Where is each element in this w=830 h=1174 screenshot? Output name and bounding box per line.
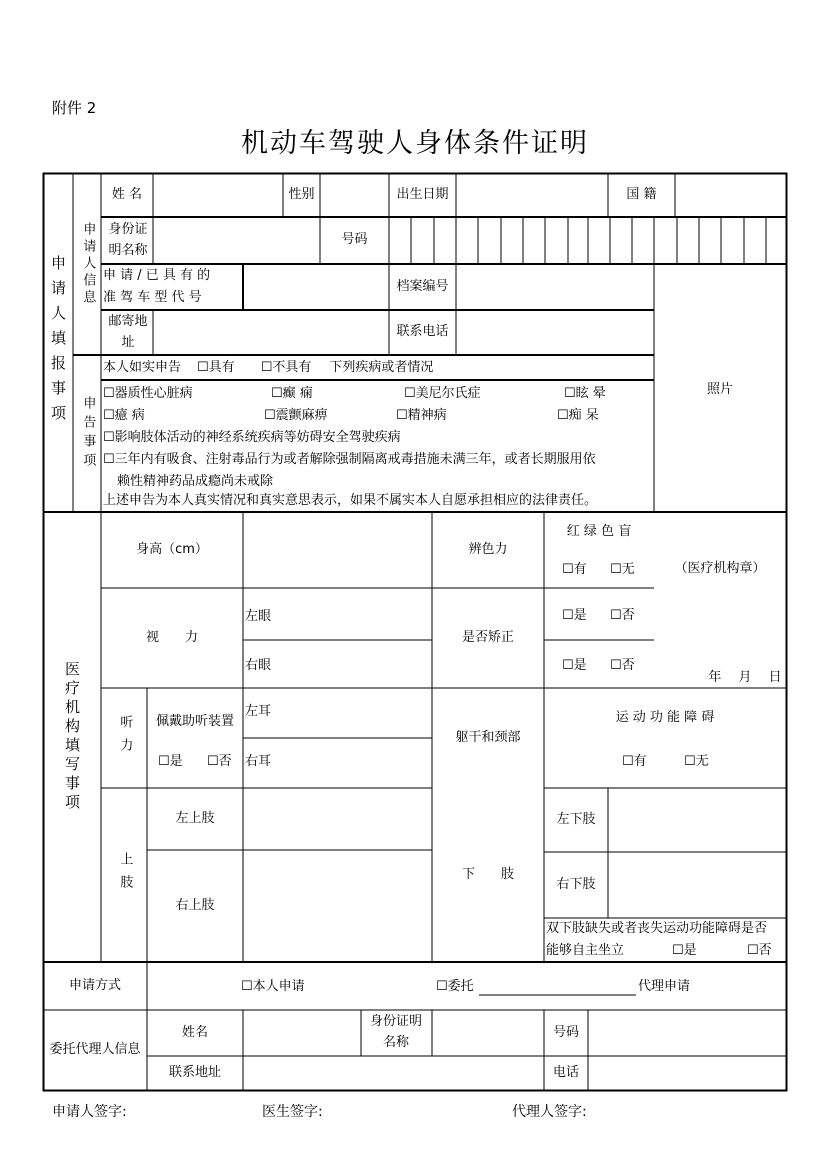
apply-method-label: 申请方式 [68, 977, 121, 993]
doctor-signature: 医生签字: [262, 1103, 323, 1120]
agent-address-label: 联系地址 [168, 1064, 221, 1080]
agent-id-name-label: 身份证明名称 [370, 1014, 423, 1050]
drug-condition-checkbox[interactable]: ☐ 三年内有吸食、注射毒品行为或者解除强制隔离戒毒措施未满三年，或者长期服用依 [103, 449, 596, 471]
id-name-label: 身份证明名称 [108, 221, 148, 258]
applicant-signature: 申请人签字: [52, 1103, 127, 1120]
agent-info-label: 委托代理人信息 [49, 1041, 141, 1057]
upper-limb-label: 上肢 [117, 852, 133, 898]
condition-checkbox[interactable]: ☐ 癫 痫 [271, 383, 313, 405]
motor-no[interactable]: ☐ 无 [684, 750, 709, 774]
birth-label: 出生日期 [396, 186, 449, 202]
name-label: 姓 名 [111, 186, 143, 202]
vision-label: 视 力 [145, 629, 198, 645]
hearing-label: 听力 [117, 715, 133, 761]
right-ear-label: 右耳 [245, 753, 272, 769]
condition-checkbox[interactable]: ☐ 精神病 [396, 405, 447, 427]
both-lower-question: 双下肢缺失或者丧失运动功能障碍是否 [546, 920, 768, 936]
declare-line [103, 358, 433, 378]
condition-checkbox[interactable]: ☐ 美尼尔氏症 [404, 383, 481, 405]
corrected-label: 是否矫正 [461, 629, 514, 645]
trunk-neck-label: 躯干和颈部 [455, 729, 521, 745]
declare-text-2: 下列疾病或者情况 [329, 359, 434, 375]
left-corrected-no[interactable]: ☐ 否 [610, 604, 635, 628]
left-lower-label: 左下肢 [556, 811, 596, 827]
left-upper-label: 左上肢 [175, 810, 215, 826]
address-label: 邮寄地址 [108, 313, 148, 350]
self-apply-checkbox[interactable]: ☐ 本人申请 [241, 975, 305, 999]
left-corrected-yes[interactable]: ☐ 是 [562, 604, 587, 628]
both-lower-yes[interactable]: ☐ 是 [672, 940, 697, 962]
has-checkbox[interactable]: ☐ 具有 [197, 358, 235, 379]
right-upper-label: 右上肢 [175, 897, 215, 913]
applicant-section-label: 申请人填报事项 [49, 255, 67, 430]
agent-apply-text: 代理申请 [638, 978, 691, 994]
agent-id-number-label: 号码 [552, 1024, 579, 1040]
hearing-aid-label: 佩戴助听装置 [155, 713, 234, 729]
both-lower-question-2: 能够自主坐立 [546, 942, 625, 958]
both-lower-no[interactable]: ☐ 否 [747, 940, 772, 962]
drug-condition-cont: 赖性精神药品成瘾尚未戒除 [117, 473, 274, 489]
hearing-aid-yes[interactable]: ☐ 是 [158, 750, 183, 774]
declare-label: 申告事项 [80, 395, 96, 472]
agent-phone-label: 电话 [552, 1064, 579, 1080]
license-label-line2: 准 驾 车 型 代 号 [103, 289, 202, 305]
right-corrected-yes[interactable]: ☐ 是 [562, 654, 587, 678]
medical-section-label: 医疗机构填写事项 [63, 661, 81, 813]
attachment-label: 附件 2 [52, 99, 97, 117]
license-label-line1: 申 请 / 已 具 有 的 [103, 267, 211, 283]
applicant-info-label: 申请人信息 [80, 221, 96, 307]
condition-checkbox[interactable]: ☐ 震颤麻痹 [264, 405, 328, 427]
left-ear-label: 左耳 [245, 703, 272, 719]
stamp-label: （医疗机构章） [674, 560, 766, 576]
lower-limb-label: 下 肢 [461, 866, 514, 882]
hearing-aid-no[interactable]: ☐ 否 [207, 750, 232, 774]
agent-signature: 代理人签字: [512, 1103, 587, 1120]
condition-checkbox[interactable]: ☐ 器质性心脏病 [103, 383, 193, 405]
nerve-condition-checkbox[interactable]: ☐ 影响肢体活动的神经系统疾病等妨碍安全驾驶疾病 [103, 427, 401, 449]
color-blind-no-checkbox[interactable]: ☐ 无 [610, 558, 635, 582]
right-lower-label: 右下肢 [556, 876, 596, 892]
motor-yes[interactable]: ☐ 有 [622, 750, 647, 774]
condition-checkbox[interactable]: ☐ 癔 病 [103, 405, 145, 427]
declare-text: 本人如实申告 [103, 359, 182, 375]
file-number-label: 档案编号 [396, 278, 449, 294]
stamp-date: 年 月 日 [708, 669, 782, 685]
height-label: 身高（cm） [136, 541, 208, 557]
gender-label: 性别 [288, 186, 315, 202]
statement: 上述申告为本人真实情况和真实意思表示，如果不属实本人自愿承担相应的法律责任。 [103, 492, 598, 508]
agent-name-label: 姓名 [181, 1024, 208, 1040]
color-label: 辨色力 [468, 541, 508, 557]
motor-disorder-label: 运 动 功 能 障 碍 [615, 709, 715, 725]
name-field[interactable] [153, 173, 283, 217]
condition-checkbox[interactable]: ☐ 痴 呆 [557, 405, 599, 427]
not-has-checkbox[interactable]: ☐ 不具有 [261, 358, 312, 379]
color-blind-label: 红 绿 色 盲 [566, 523, 632, 539]
color-blind-yes-checkbox[interactable]: ☐ 有 [562, 558, 587, 582]
photo-area: 照片 [706, 381, 733, 397]
left-eye-label: 左眼 [245, 608, 272, 624]
entrust-checkbox[interactable]: ☐ 委托 [436, 975, 474, 999]
condition-checkbox[interactable]: ☐ 眩 晕 [564, 383, 606, 405]
phone-label: 联系电话 [396, 324, 449, 340]
page-title: 机动车驾驶人身体条件证明 [241, 128, 589, 160]
id-number-label: 号码 [341, 232, 368, 248]
right-eye-label: 右眼 [245, 657, 272, 673]
nationality-label: 国 籍 [626, 186, 657, 202]
right-corrected-no[interactable]: ☐ 否 [610, 654, 635, 678]
